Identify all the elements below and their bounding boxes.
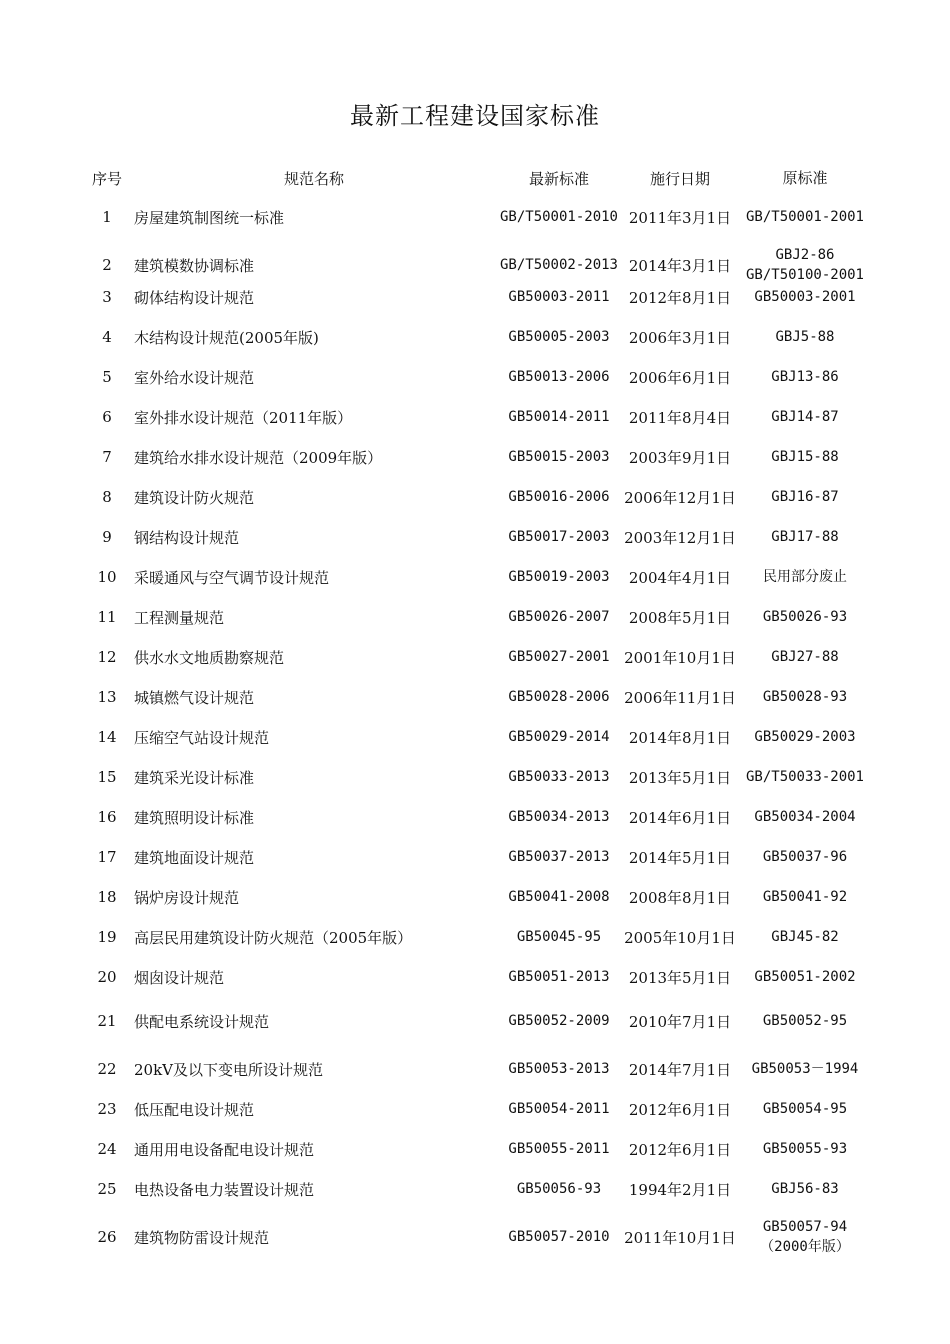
- row-old-standard: [738, 685, 872, 709]
- row-seq: 3: [102, 288, 112, 306]
- row-new-standard: GB50017-2003: [508, 529, 610, 545]
- old-standard-line: GB50029-2003: [754, 729, 856, 745]
- row-standard-name: 20kV及以下变电所设计规范: [134, 1060, 324, 1079]
- old-standard-line: GB50041-92: [762, 889, 848, 905]
- row-new-standard: GB50016-2006: [508, 489, 610, 505]
- row-new-standard: GB50051-2013: [508, 969, 610, 985]
- row-old-standard: [738, 565, 872, 589]
- row-old-standard: [738, 605, 872, 629]
- row-effective-date: 2008年5月1日: [628, 608, 732, 627]
- row-new-standard: GB50033-2013: [508, 769, 610, 785]
- old-standard-line: GB/T50033-2001: [745, 769, 864, 785]
- row-standard-name: 建筑给水排水设计规范（2009年版）: [134, 448, 383, 467]
- row-old-standard: [738, 725, 872, 749]
- row-new-standard: GB50056-93: [516, 1181, 602, 1197]
- row-standard-name: 钢结构设计规范: [134, 528, 240, 547]
- table-row: [0, 805, 950, 829]
- row-standard-name: 高层民用建筑设计防火规范（2005年版）: [134, 928, 413, 947]
- row-seq: 19: [97, 928, 117, 946]
- row-old-standard: [738, 645, 872, 669]
- old-standard-line: GBJ17-88: [771, 529, 839, 545]
- row-standard-name: 电热设备电力装置设计规范: [134, 1180, 315, 1199]
- row-effective-date: 2012年6月1日: [628, 1100, 732, 1119]
- old-standard-line: GBJ27-88: [771, 649, 839, 665]
- row-standard-name: 供水水文地质勘察规范: [134, 648, 285, 667]
- row-seq: 26: [97, 1228, 117, 1246]
- row-new-standard: GB50053-2013: [508, 1061, 610, 1077]
- old-standard-line: GBJ14-87: [771, 409, 839, 425]
- old-standard-line: GBJ5-88: [775, 329, 835, 345]
- row-standard-name: 木结构设计规范(2005年版): [134, 328, 319, 347]
- table-row: [0, 405, 950, 429]
- old-standard-line: GBJ56-83: [771, 1181, 839, 1197]
- row-effective-date: 2008年8月1日: [628, 888, 732, 907]
- row-standard-name: 建筑物防雷设计规范: [134, 1228, 270, 1247]
- row-old-standard: [738, 1001, 872, 1041]
- row-seq: 21: [97, 1012, 117, 1030]
- row-standard-name: 压缩空气站设计规范: [134, 728, 270, 747]
- table-row: [0, 645, 950, 669]
- table-row: [0, 325, 950, 349]
- row-new-standard: GB50027-2001: [508, 649, 610, 665]
- table-row: [0, 205, 950, 229]
- row-effective-date: 2006年6月1日: [628, 368, 732, 387]
- row-effective-date: 2004年4月1日: [628, 568, 732, 587]
- row-effective-date: 2011年8月4日: [628, 408, 732, 427]
- table-row: [0, 1097, 950, 1121]
- row-standard-name: 建筑采光设计标准: [134, 768, 255, 787]
- row-standard-name: 建筑模数协调标准: [134, 256, 255, 275]
- table-row: [0, 565, 950, 589]
- table-row: [0, 685, 950, 709]
- table-row: [0, 925, 950, 949]
- row-new-standard: GB50041-2008: [508, 889, 610, 905]
- row-standard-name: 通用用电设备配电设计规范: [134, 1140, 315, 1159]
- row-standard-name: 锅炉房设计规范: [134, 888, 240, 907]
- row-seq: 17: [97, 848, 117, 866]
- row-seq: 13: [97, 688, 117, 706]
- row-seq: 9: [102, 528, 112, 546]
- old-standard-line: GB/T50001-2001: [745, 209, 864, 225]
- row-effective-date: 2005年10月1日: [624, 928, 736, 947]
- row-effective-date: 2014年8月1日: [628, 728, 732, 747]
- table-row: [0, 485, 950, 509]
- row-effective-date: 2014年3月1日: [628, 256, 732, 275]
- old-standard-line: （2000年版）: [760, 1239, 850, 1255]
- row-new-standard: GB50037-2013: [508, 849, 610, 865]
- row-seq: 11: [97, 608, 117, 626]
- row-seq: 15: [97, 768, 117, 786]
- row-effective-date: 2012年6月1日: [628, 1140, 732, 1159]
- row-new-standard: GB50057-2010: [508, 1229, 610, 1245]
- row-old-standard: [738, 245, 872, 285]
- old-standard-line: GBJ13-86: [771, 369, 839, 385]
- table-row: [0, 1001, 950, 1041]
- row-old-standard: [738, 1137, 872, 1161]
- row-standard-name: 供配电系统设计规范: [134, 1012, 270, 1031]
- table-row: [0, 1057, 950, 1081]
- row-old-standard: [738, 805, 872, 829]
- row-seq: 24: [97, 1140, 117, 1158]
- table-row: [0, 1137, 950, 1161]
- table-row: [0, 765, 950, 789]
- old-standard-line: GB50054-95: [762, 1101, 848, 1117]
- header-effective-date: 施行日期: [649, 169, 710, 188]
- row-standard-name: 采暖通风与空气调节设计规范: [134, 568, 330, 587]
- row-standard-name: 砌体结构设计规范: [134, 288, 255, 307]
- old-standard-line: GB50034-2004: [754, 809, 856, 825]
- page-title: 最新工程建设国家标准: [350, 102, 600, 130]
- row-effective-date: 2001年10月1日: [624, 648, 736, 667]
- row-standard-name: 建筑地面设计规范: [134, 848, 255, 867]
- row-effective-date: 2011年10月1日: [624, 1228, 736, 1247]
- row-effective-date: 2006年12月1日: [624, 488, 736, 507]
- row-effective-date: 2014年7月1日: [628, 1060, 732, 1079]
- row-seq: 2: [102, 256, 112, 274]
- row-seq: 23: [97, 1100, 117, 1118]
- row-new-standard: GB50003-2011: [508, 289, 610, 305]
- table-row: [0, 965, 950, 989]
- row-seq: 10: [97, 568, 117, 586]
- row-standard-name: 工程测量规范: [134, 608, 225, 627]
- header-name: 规范名称: [283, 169, 344, 188]
- old-standard-line: GBJ15-88: [771, 449, 839, 465]
- row-old-standard: [738, 1217, 872, 1257]
- header-seq: 序号: [91, 169, 122, 188]
- row-new-standard: GB/T50002-2013: [499, 257, 618, 273]
- row-old-standard: [738, 1177, 872, 1201]
- row-old-standard: [738, 285, 872, 309]
- row-new-standard: GB50054-2011: [508, 1101, 610, 1117]
- old-standard-line: GB50026-93: [762, 609, 848, 625]
- row-effective-date: 2006年3月1日: [628, 328, 732, 347]
- table-row: [0, 285, 950, 309]
- row-effective-date: 2010年7月1日: [628, 1012, 732, 1031]
- row-new-standard: GB50055-2011: [508, 1141, 610, 1157]
- header-old-standard: 原标准: [782, 169, 828, 187]
- row-new-standard: GB50034-2013: [508, 809, 610, 825]
- row-standard-name: 低压配电设计规范: [134, 1100, 255, 1119]
- row-new-standard: GB50014-2011: [508, 409, 610, 425]
- row-standard-name: 室外给水设计规范: [134, 368, 255, 387]
- row-effective-date: 2006年11月1日: [624, 688, 736, 707]
- old-standard-line: GB50055-93: [762, 1141, 848, 1157]
- table-row: [0, 845, 950, 869]
- row-old-standard: [738, 525, 872, 549]
- header-new-standard: 最新标准: [528, 169, 589, 188]
- row-seq: 14: [97, 728, 117, 746]
- table-row: [0, 605, 950, 629]
- row-old-standard: [738, 205, 872, 229]
- row-new-standard: GB50045-95: [516, 929, 602, 945]
- row-new-standard: GB50052-2009: [508, 1013, 610, 1029]
- row-effective-date: 1994年2月1日: [628, 1180, 732, 1199]
- row-seq: 8: [102, 488, 112, 506]
- row-old-standard: [738, 1097, 872, 1121]
- old-standard-line: GB50051-2002: [754, 969, 856, 985]
- row-standard-name: 烟囱设计规范: [134, 968, 225, 987]
- row-seq: 25: [97, 1180, 117, 1198]
- row-old-standard: [738, 765, 872, 789]
- table-row: [0, 245, 950, 285]
- table-row: [0, 1217, 950, 1257]
- row-new-standard: GB50005-2003: [508, 329, 610, 345]
- row-seq: 20: [97, 968, 117, 986]
- old-standard-line: GB/T50100-2001: [745, 267, 864, 283]
- old-standard-line: GB50052-95: [762, 1013, 848, 1029]
- row-seq: 1: [102, 208, 112, 226]
- row-old-standard: [738, 885, 872, 909]
- row-effective-date: 2003年12月1日: [624, 528, 736, 547]
- row-old-standard: [738, 845, 872, 869]
- row-standard-name: 城镇燃气设计规范: [134, 688, 255, 707]
- row-effective-date: 2014年5月1日: [628, 848, 732, 867]
- row-old-standard: [738, 405, 872, 429]
- row-seq: 4: [102, 328, 112, 346]
- old-standard-line: GB50003-2001: [754, 289, 856, 305]
- row-seq: 7: [102, 448, 112, 466]
- row-effective-date: 2014年6月1日: [628, 808, 732, 827]
- table-row: [0, 525, 950, 549]
- old-standard-line: GB50053－1994: [751, 1061, 859, 1077]
- row-new-standard: GB50015-2003: [508, 449, 610, 465]
- row-effective-date: 2012年8月1日: [628, 288, 732, 307]
- row-standard-name: 室外排水设计规范（2011年版）: [134, 408, 353, 427]
- row-old-standard: [738, 925, 872, 949]
- old-standard-line: 民用部分废止: [763, 569, 847, 585]
- row-new-standard: GB50028-2006: [508, 689, 610, 705]
- table-row: [0, 725, 950, 749]
- row-seq: 18: [97, 888, 117, 906]
- row-new-standard: GB/T50001-2010: [499, 209, 618, 225]
- row-old-standard: [738, 485, 872, 509]
- row-standard-name: 建筑设计防火规范: [134, 488, 255, 507]
- row-seq: 22: [97, 1060, 117, 1078]
- row-seq: 6: [102, 408, 112, 426]
- old-standard-line: GB50028-93: [762, 689, 848, 705]
- row-seq: 5: [102, 368, 112, 386]
- row-new-standard: GB50029-2014: [508, 729, 610, 745]
- old-standard-line: GBJ45-82: [771, 929, 839, 945]
- old-standard-line: GBJ16-87: [771, 489, 839, 505]
- row-old-standard: [738, 365, 872, 389]
- row-standard-name: 建筑照明设计标准: [134, 808, 255, 827]
- row-new-standard: GB50019-2003: [508, 569, 610, 585]
- row-effective-date: 2013年5月1日: [628, 768, 732, 787]
- old-standard-line: GB50057-94: [762, 1219, 848, 1235]
- row-old-standard: [738, 965, 872, 989]
- row-effective-date: 2013年5月1日: [628, 968, 732, 987]
- table-row: [0, 445, 950, 469]
- table-header: [0, 166, 950, 190]
- table-row: [0, 885, 950, 909]
- row-new-standard: GB50026-2007: [508, 609, 610, 625]
- row-seq: 12: [97, 648, 117, 666]
- row-old-standard: [738, 1057, 872, 1081]
- old-standard-line: GB50037-96: [762, 849, 848, 865]
- table-row: [0, 1177, 950, 1201]
- row-standard-name: 房屋建筑制图统一标准: [134, 208, 285, 227]
- row-old-standard: [738, 325, 872, 349]
- table-row: [0, 365, 950, 389]
- old-standard-line: GBJ2-86: [775, 247, 835, 263]
- row-old-standard: [738, 445, 872, 469]
- row-new-standard: GB50013-2006: [508, 369, 610, 385]
- row-effective-date: 2011年3月1日: [628, 208, 732, 227]
- row-effective-date: 2003年9月1日: [628, 448, 732, 467]
- row-seq: 16: [97, 808, 117, 826]
